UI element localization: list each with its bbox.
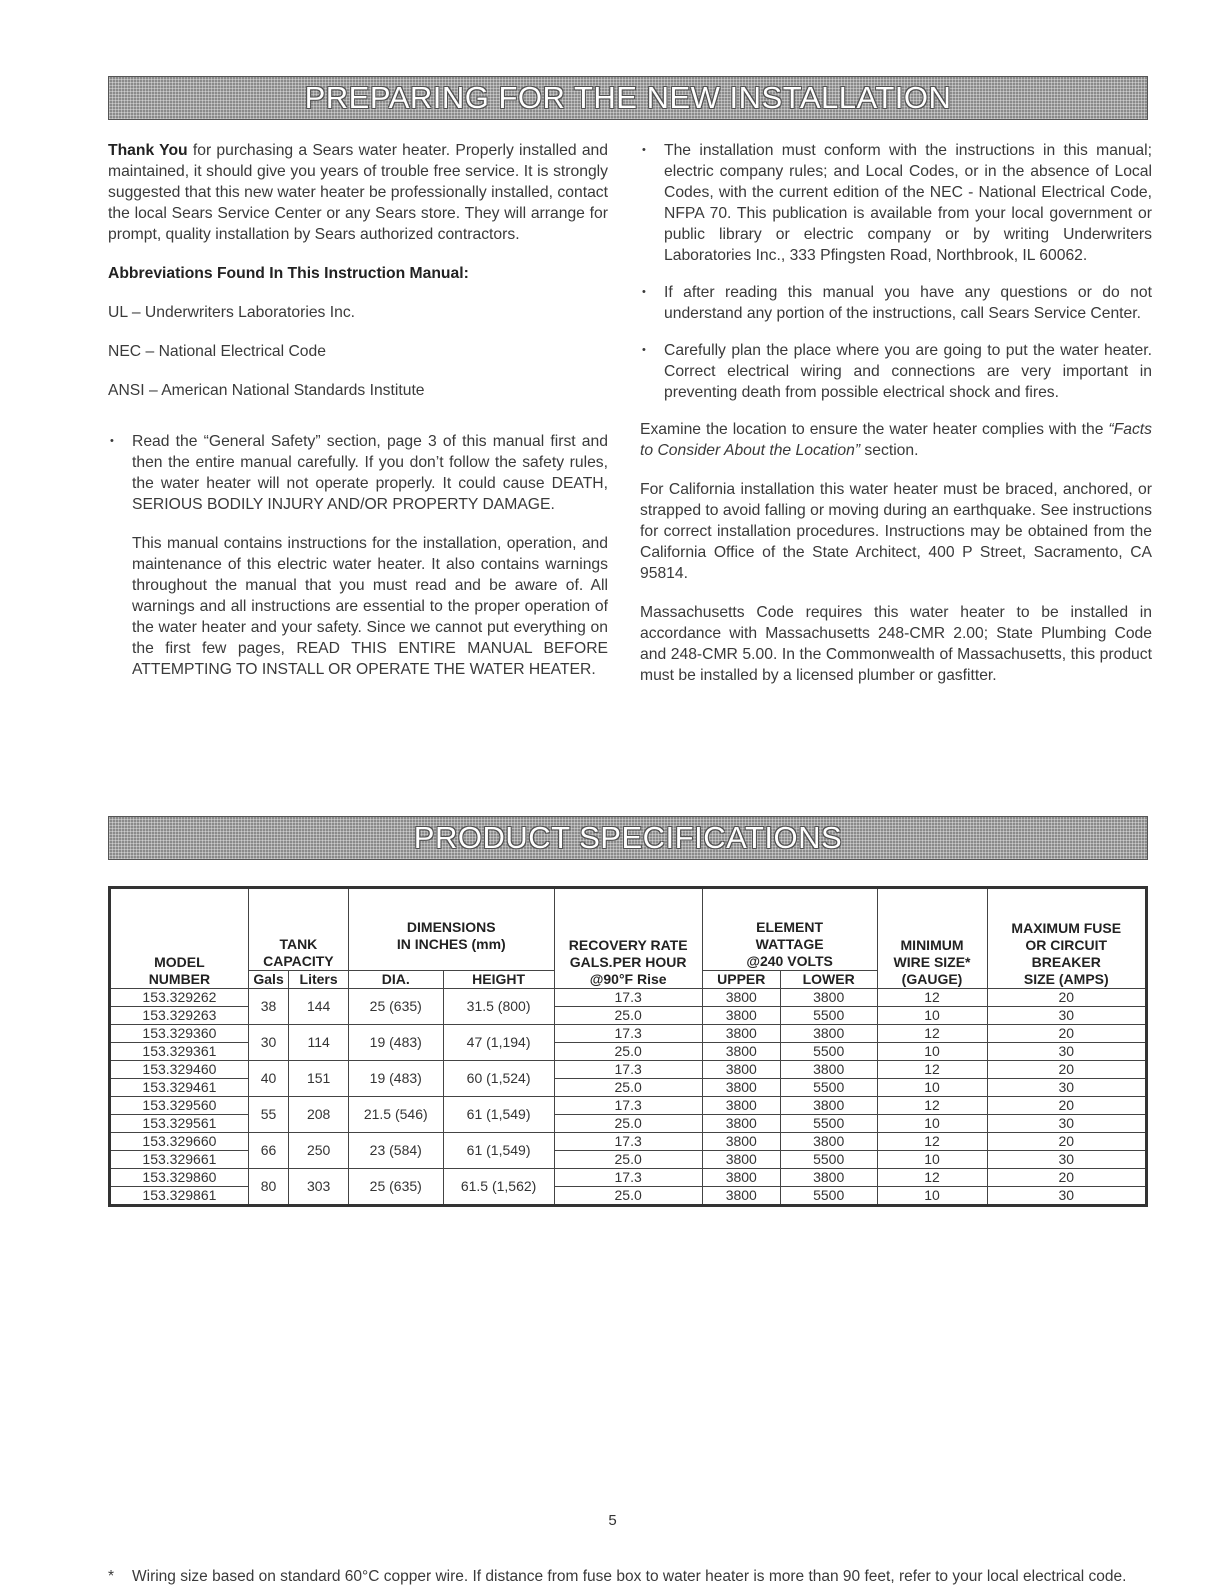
cell-fuse: 20 [987,989,1146,1007]
cell-model: 153.329860 [110,1169,249,1187]
intro-text: for purchasing a Sears water heater. Properly installed and maintained, it should give you years of trouble free service. It is strongly suggested that this new water heater be professionally installed, contact the local Sears Service Center or any Sears store. They will arrange for prompt, quality installation by Sears authorized contractors. [108,142,608,243]
header-model-number: NUMBER [110,971,249,989]
cell-model: 153.329861 [110,1187,249,1206]
cell-fuse: 30 [987,1079,1146,1097]
cell-fuse: 30 [987,1151,1146,1169]
cell-lower: 5500 [780,1187,877,1206]
header-element-line2: WATTAGE [755,936,824,952]
cell-dia: 23 (584) [348,1133,443,1169]
cell-fuse: 30 [987,1187,1146,1206]
examine-italic: “Facts to Consider About the Location” [640,421,1152,459]
page-number: 5 [608,1512,617,1529]
cell-fuse: 20 [987,1133,1146,1151]
header-element [702,888,877,971]
right-column [640,140,1152,686]
cell-recovery: 25.0 [554,1151,702,1169]
cell-upper: 3800 [702,1061,780,1079]
table-row [110,989,1147,1007]
cell-fuse: 20 [987,1061,1146,1079]
header-dim-line2: IN INCHES (mm) [396,936,506,952]
cell-fuse: 20 [987,1169,1146,1187]
cell-model: 153.329360 [110,1025,249,1043]
cell-upper: 3800 [702,1097,780,1115]
cell-recovery: 17.3 [554,1169,702,1187]
header-dimensions [348,888,554,971]
cell-lower: 5500 [780,1007,877,1025]
header-gals: Gals [248,971,288,989]
header-tank [248,888,348,971]
cell-liters: 144 [289,989,349,1025]
cell-recovery: 25.0 [554,1007,702,1025]
table-row [110,1133,1147,1151]
cell-recovery: 25.0 [554,1043,702,1061]
cell-upper: 3800 [702,1115,780,1133]
cell-fuse: 20 [987,1025,1146,1043]
abbrev-nec: NEC – National Electrical Code [108,343,326,360]
cell-fuse: 30 [987,1007,1146,1025]
cell-wire: 10 [877,1115,987,1133]
table-row [110,1061,1147,1079]
bullet-conform: • The installation must conform with the instructions in this manual; electric company rules; and Local Codes, or in the absence of Local Codes, with the current edition of the NEC - National Electrical Code, NFPA 70. This publication is available from your local government or public library or electric company or by writing Underwriters Laboratories Inc., 333 Pfingsten Road, Northbrook, IL 60062. [640,140,1152,266]
cell-recovery: 17.3 [554,1097,702,1115]
cell-wire: 12 [877,1061,987,1079]
cell-lower: 3800 [780,1061,877,1079]
cell-wire: 12 [877,1097,987,1115]
header-height: HEIGHT [443,971,554,989]
california-paragraph: For California installation this water heater must be braced, anchored, or strapped to avoid falling or moving during an earthquake. See instructions for correct installation procedures. Instructions may be obtained from the California Office of the State Architect, 400 P Street, Sacramento, CA 95814. [640,481,1152,582]
cell-gals: 80 [248,1169,288,1206]
cell-lower: 5500 [780,1043,877,1061]
cell-dia: 25 (635) [348,989,443,1025]
cell-fuse: 20 [987,1097,1146,1115]
cell-lower: 3800 [780,1133,877,1151]
cell-dia: 19 (483) [348,1025,443,1061]
cell-wire: 12 [877,1169,987,1187]
cell-height: 61.5 (1,562) [443,1169,554,1206]
header-recovery-line2: GALS.PER HOUR [569,953,687,970]
cell-upper: 3800 [702,1151,780,1169]
cell-lower: 5500 [780,1115,877,1133]
cell-upper: 3800 [702,1007,780,1025]
header-liters: Liters [289,971,349,989]
header-wire-line1: MINIMUM [900,936,964,953]
cell-model: 153.329561 [110,1115,249,1133]
table-row [110,1169,1147,1187]
cell-gals: 55 [248,1097,288,1133]
cell-wire: 10 [877,1187,987,1206]
cell-wire: 10 [877,1007,987,1025]
header-dia: DIA. [348,971,443,989]
cell-height: 47 (1,194) [443,1025,554,1061]
cell-model: 153.329461 [110,1079,249,1097]
cell-liters: 151 [289,1061,349,1097]
section-title-installation: PREPARING FOR THE NEW INSTALLATION [304,80,952,115]
cell-recovery: 17.3 [554,1025,702,1043]
cell-recovery: 17.3 [554,1061,702,1079]
bullet-questions: • If after reading this manual you have any questions or do not understand any portion of the instructions, call Sears Service Center. [640,282,1152,324]
cell-upper: 3800 [702,1187,780,1206]
header-fuse-line2: OR CIRCUIT [1025,936,1108,953]
footnote [108,1566,1148,1585]
header-recovery-line1: RECOVERY RATE [568,936,688,953]
footnote-star: * [108,1568,115,1585]
cell-fuse: 30 [987,1043,1146,1061]
header-fuse-line3: BREAKER [1031,953,1101,970]
footnote-text: Wiring size based on standard 60°C copper wire. If distance from fuse box to water heater is more than 90 feet, refer to your local electrical code. [132,1568,1127,1585]
cell-gals: 40 [248,1061,288,1097]
cell-liters: 303 [289,1169,349,1206]
cell-height: 61 (1,549) [443,1097,554,1133]
cell-recovery: 25.0 [554,1115,702,1133]
cell-liters: 114 [289,1025,349,1061]
intro-bold: Thank You [108,142,188,159]
header-wire-line2: WIRE SIZE* [893,953,971,970]
cell-lower: 3800 [780,989,877,1007]
header-fuse-line1: MAXIMUM FUSE [1011,919,1122,936]
cell-upper: 3800 [702,1025,780,1043]
cell-model: 153.329560 [110,1097,249,1115]
cell-liters: 208 [289,1097,349,1133]
cell-gals: 66 [248,1133,288,1169]
cell-recovery: 17.3 [554,989,702,1007]
cell-upper: 3800 [702,1043,780,1061]
bullet-plan: • Carefully plan the place where you are going to put the water heater. Correct electrical wiring and connections are very important in preventing death from possible electrical shock and fires. [640,340,1152,403]
examine-pre: Examine the location to ensure the water heater complies with the [640,421,1109,438]
bullet-read-safety: • Read the “General Safety” section, page 3 of this manual first and then the entire manual carefully. If you don’t follow the safety rules, the water heater will not operate properly. It could cause DEATH, SERIOUS BODILY INJURY AND/OR PROPERTY DAMAGE. [108,431,608,515]
product-spec-table [108,886,1148,1207]
cell-recovery: 25.0 [554,1187,702,1206]
header-dim-line1: DIMENSIONS [406,919,496,935]
left-column [108,140,608,680]
header-recovery [554,888,702,971]
cell-dia: 21.5 (546) [348,1097,443,1133]
cell-lower: 3800 [780,1025,877,1043]
cell-upper: 3800 [702,1169,780,1187]
section-banner-installation [108,76,1148,120]
cell-lower: 3800 [780,1169,877,1187]
cell-model: 153.329262 [110,989,249,1007]
cell-model: 153.329661 [110,1151,249,1169]
spec-table-body [110,989,1147,1206]
header-fuse-size: SIZE (AMPS) [987,971,1146,989]
header-model [110,888,249,971]
header-element-line3: @240 VOLTS [746,953,833,969]
header-element-line1: ELEMENT [756,919,824,935]
cell-upper: 3800 [702,989,780,1007]
header-lower: LOWER [780,971,877,989]
header-wire-gauge: (GAUGE) [877,971,987,989]
header-model-line1: MODEL [154,953,205,970]
examine-post: section. [860,442,919,459]
cell-height: 31.5 (800) [443,989,554,1025]
section-title-specifications: PRODUCT SPECIFICATIONS [413,820,843,855]
cell-lower: 5500 [780,1151,877,1169]
cell-dia: 25 (635) [348,1169,443,1206]
cell-lower: 3800 [780,1097,877,1115]
cell-gals: 38 [248,989,288,1025]
cell-liters: 250 [289,1133,349,1169]
cell-model: 153.329263 [110,1007,249,1025]
cell-recovery: 17.3 [554,1133,702,1151]
cell-gals: 30 [248,1025,288,1061]
cell-model: 153.329361 [110,1043,249,1061]
cell-fuse: 30 [987,1115,1146,1133]
cell-wire: 10 [877,1079,987,1097]
spec-table-container [108,886,1148,1207]
cell-model: 153.329460 [110,1061,249,1079]
cell-wire: 12 [877,1025,987,1043]
cell-dia: 19 (483) [348,1061,443,1097]
cell-wire: 12 [877,989,987,1007]
cell-wire: 10 [877,1151,987,1169]
cell-height: 61 (1,549) [443,1133,554,1169]
cell-lower: 5500 [780,1079,877,1097]
intro-paragraph [108,140,608,245]
cell-height: 60 (1,524) [443,1061,554,1097]
header-tank-line2: CAPACITY [263,953,334,969]
examine-paragraph [640,419,1152,461]
header-recovery-rise: @90°F Rise [554,971,702,989]
cell-upper: 3800 [702,1079,780,1097]
abbreviations-heading: Abbreviations Found In This Instruction Manual: [108,265,469,282]
cell-model: 153.329660 [110,1133,249,1151]
massachusetts-paragraph: Massachusetts Code requires this water heater to be installed in accordance with Massachusetts 248-CMR 2.00; State Plumbing Code and 248-CMR 5.00. In the Commonwealth of Massachusetts, this product must be installed by a licensed plumber or gasfitter. [640,604,1152,684]
cell-recovery: 25.0 [554,1079,702,1097]
cell-wire: 10 [877,1043,987,1061]
header-tank-line1: TANK [279,936,318,952]
header-fuse [987,888,1146,971]
cell-upper: 3800 [702,1133,780,1151]
manual-contains-paragraph: This manual contains instructions for the installation, operation, and maintenance of this electric water heater. It also contains warnings throughout the manual that you must read and be aware of. All warnings and all instructions are essential to the proper operation of the water heater and your safety. Since we cannot put everything on the first few pages, READ THIS ENTIRE MANUAL BEFORE ATTEMPTING TO INSTALL OR OPERATE THE WATER HEATER. [132,535,608,678]
abbrev-ul: UL – Underwriters Laboratories Inc. [108,304,356,321]
section-banner-specifications [108,816,1148,860]
header-wire [877,888,987,971]
abbrev-ansi: ANSI – American National Standards Institute [108,382,425,399]
table-row [110,1097,1147,1115]
header-upper: UPPER [702,971,780,989]
cell-wire: 12 [877,1133,987,1151]
table-row [110,1025,1147,1043]
